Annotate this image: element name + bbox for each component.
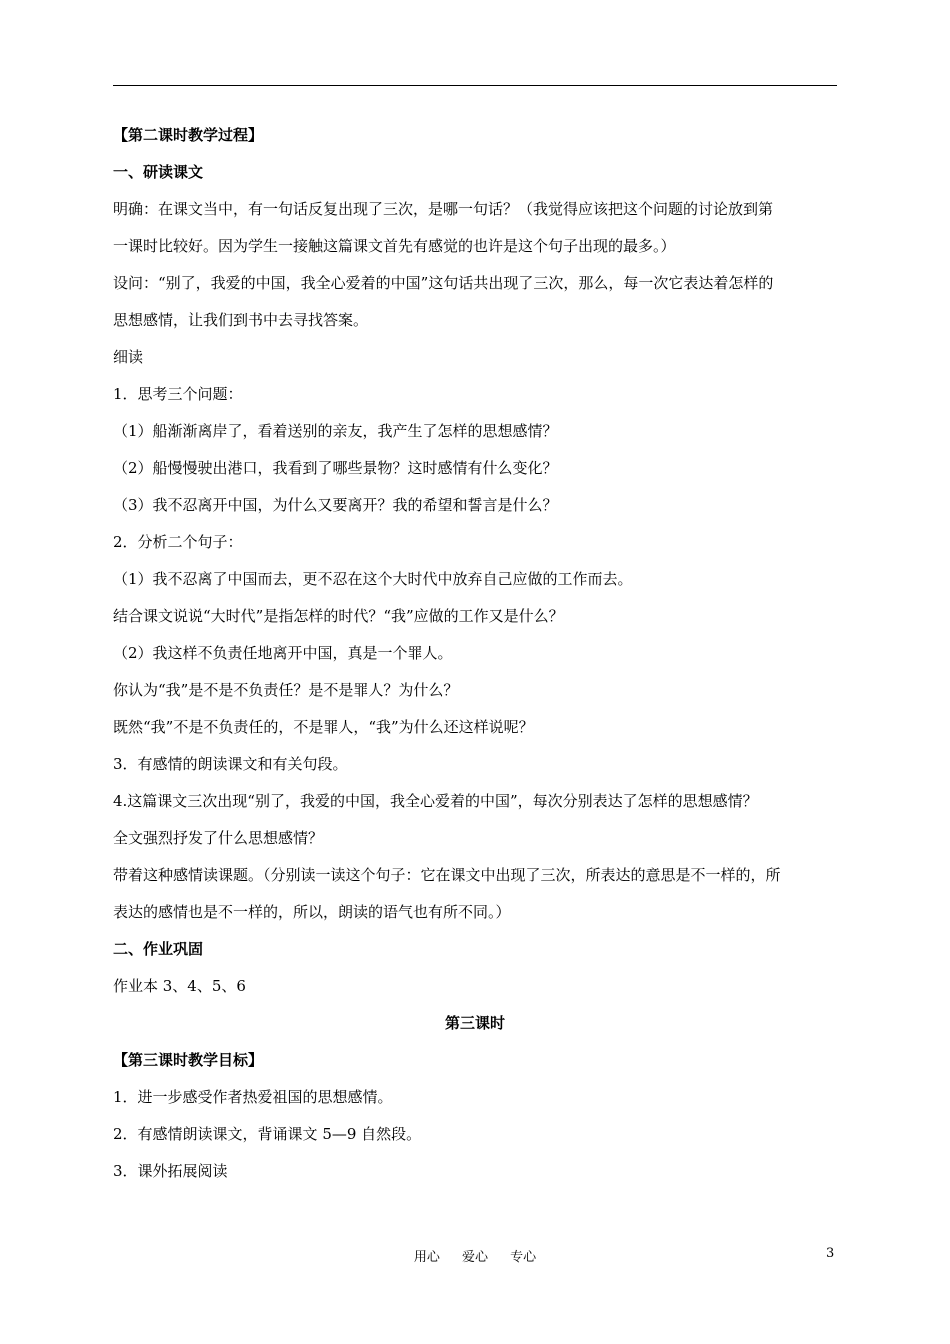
paragraph-line: 1．思考三个问题：	[113, 385, 243, 403]
paragraph-line: 带着这种感情读课题。（分别读一读这个句子：它在课文中出现了三次，所表达的意思是不一样的，所	[113, 866, 781, 884]
paragraph-line: 明确：在课文当中，有一句话反复出现了三次，是哪一句话？（我觉得应该把这个问题的讨论放到第	[113, 200, 774, 218]
paragraph-line: 3．有感情的朗读课文和有关句段。	[113, 755, 348, 773]
footer-motto	[0, 1246, 950, 1265]
document-body	[113, 117, 837, 1190]
paragraph-line: （2）船慢慢驶出港口，我看到了哪些景物？这时感情有什么变化？	[113, 459, 558, 477]
paragraph-line: （1）船渐渐离岸了，看着送别的亲友，我产生了怎样的思想感情？	[113, 422, 558, 440]
page-number: 3	[826, 1246, 835, 1261]
footer-motto-word: 爱心	[461, 1250, 488, 1265]
section-heading: 二、作业巩固	[113, 940, 204, 958]
paragraph-line: 既然“我”不是不负责任的，不是罪人，“我”为什么还这样说呢？	[113, 718, 534, 736]
paragraph-line: 细读	[113, 348, 144, 366]
paragraph-line: （3）我不忍离开中国，为什么又要离开？我的希望和誓言是什么？	[113, 496, 558, 514]
paragraph-line: 你认为“我”是不是不负责任？是不是罪人？为什么？	[113, 681, 459, 699]
paragraph-line: （2）我这样不负责任地离开中国，真是一个罪人。	[113, 644, 453, 662]
section-heading: 一、研读课文	[113, 163, 204, 181]
paragraph-line: （1）我不忍离了中国而去，更不忍在这个大时代中放弃自己应做的工作而去。	[113, 570, 633, 588]
paragraph-line: 2．分析二个句子：	[113, 533, 243, 551]
footer-motto-word: 用心	[413, 1250, 440, 1265]
paragraph-line: 2．有感情朗读课文，背诵课文 5—9 自然段。	[113, 1125, 422, 1143]
paragraph-line: 1．进一步感受作者热爱祖国的思想感情。	[113, 1088, 393, 1106]
section-heading: 第三课时	[444, 1014, 505, 1032]
paragraph-line: 全文强烈抒发了什么思想感情？	[113, 829, 324, 847]
paragraph-line: 3．课外拓展阅读	[113, 1162, 228, 1180]
paragraph-line: 设问：“别了，我爱的中国，我全心爱着的中国”这句话共出现了三次，那么，每一次它表达着怎样的	[113, 274, 774, 292]
paragraph-line: 结合课文说说“大时代”是指怎样的时代？“我”应做的工作又是什么？	[113, 607, 564, 625]
paragraph-line: 4.这篇课文三次出现“别了，我爱的中国，我全心爱着的中国”，每次分别表达了怎样的思想感情？	[113, 792, 758, 810]
footer-motto-word: 专心	[510, 1250, 537, 1265]
section-heading: 【第二课时教学过程】	[113, 126, 264, 144]
section-heading: 【第三课时教学目标】	[113, 1051, 264, 1069]
header-rule	[113, 85, 837, 86]
paragraph-line: 一课时比较好。因为学生一接触这篇课文首先有感觉的也许是这个句子出现的最多。）	[113, 237, 676, 255]
paragraph-line: 思想感情，让我们到书中去寻找答案。	[113, 311, 369, 329]
paragraph-line: 表达的感情也是不一样的，所以，朗读的语气也有所不同。）	[113, 903, 511, 921]
paragraph-line: 作业本 3、4、5、6	[113, 977, 246, 995]
